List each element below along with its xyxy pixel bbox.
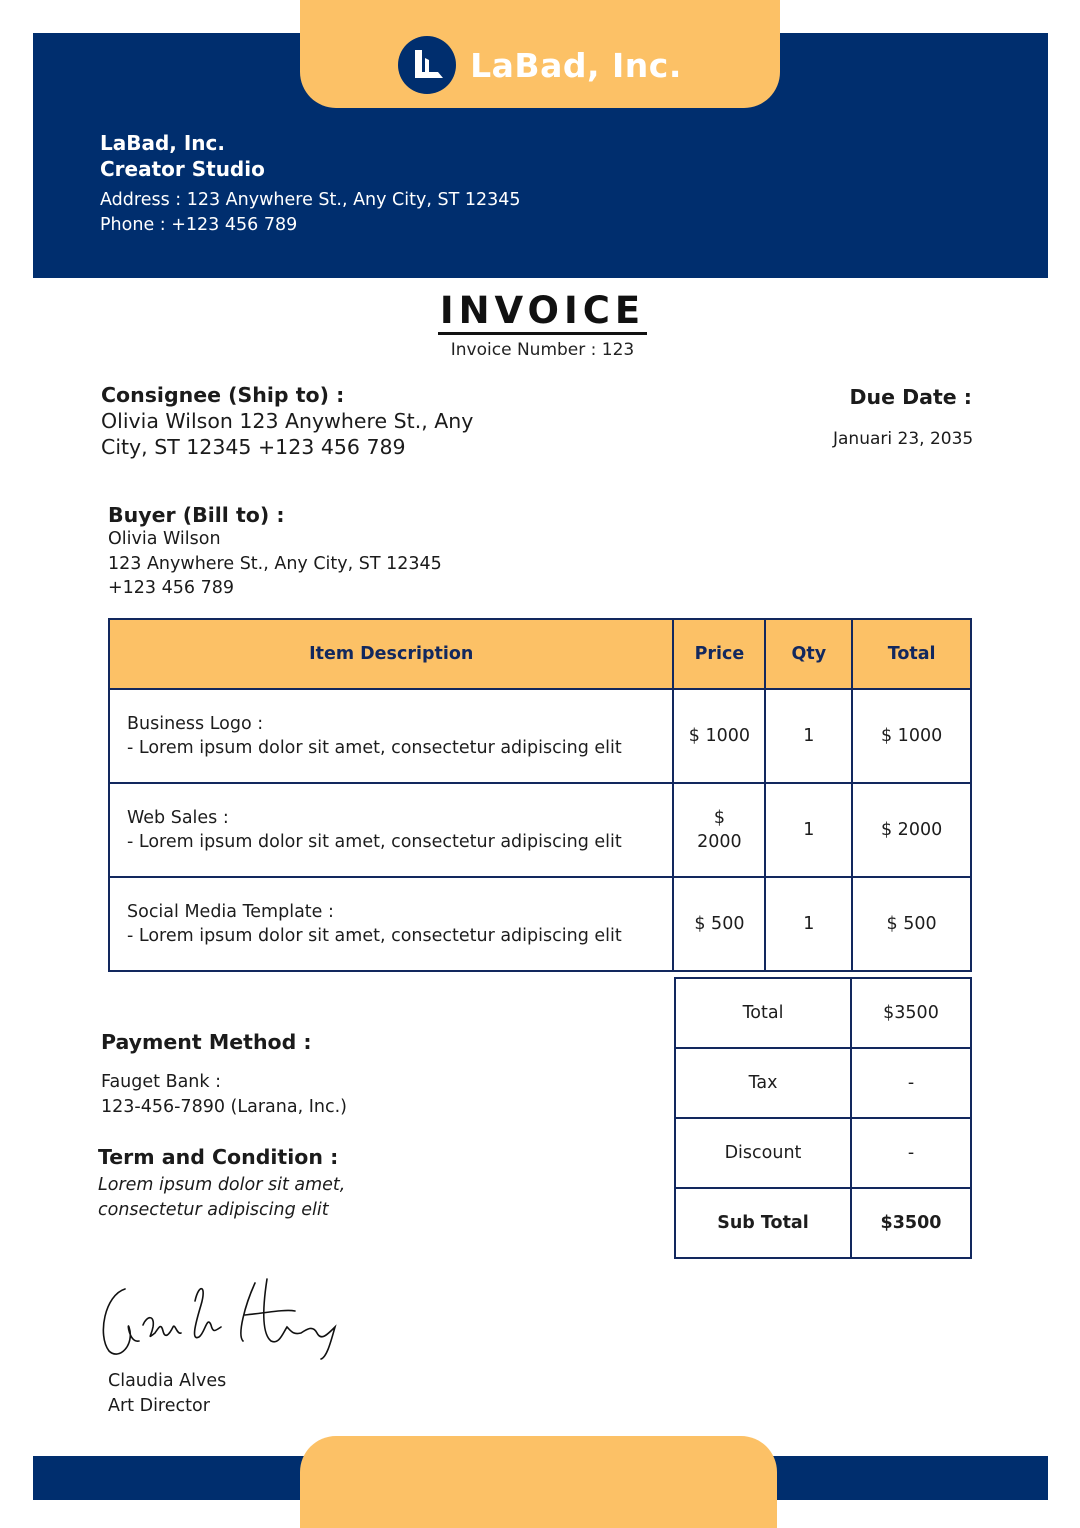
due-date-section	[800, 385, 1040, 449]
table-row	[109, 689, 971, 783]
item-desc: - Lorem ipsum dolor sit amet, consectetur adipiscing elit	[127, 738, 622, 758]
terms-line-2: consectetur adipiscing elit	[98, 1199, 329, 1220]
item-title: Web Sales :	[127, 807, 229, 828]
item-total: $ 2000	[852, 783, 971, 877]
discount-label: Discount	[675, 1118, 851, 1188]
tax-label: Tax	[675, 1048, 851, 1118]
item-desc: - Lorem ipsum dolor sit amet, consectetur adipiscing elit	[127, 926, 622, 946]
item-qty: 1	[765, 689, 852, 783]
item-total: $ 500	[852, 877, 971, 971]
terms-text	[98, 1173, 345, 1222]
total-label: Total	[675, 978, 851, 1048]
signer-block	[108, 1369, 226, 1418]
buyer-phone: +123 456 789	[108, 578, 234, 598]
header-price: Price	[673, 619, 765, 689]
table-header-row	[109, 619, 971, 689]
company-studio: Creator Studio	[100, 157, 265, 181]
item-qty: 1	[765, 877, 852, 971]
item-description	[109, 783, 673, 877]
items-table	[108, 618, 972, 972]
brand-name: LaBad, Inc.	[470, 45, 682, 85]
total-value: $3500	[851, 978, 971, 1048]
item-title: Business Logo :	[127, 713, 264, 734]
footer-tab	[300, 1436, 777, 1528]
invoice-number: Invoice Number : 123	[450, 340, 635, 360]
signer-name: Claudia Alves	[108, 1371, 227, 1391]
totals-table	[674, 977, 972, 1259]
subtotal-value: $3500	[851, 1188, 971, 1258]
table-row	[109, 877, 971, 971]
item-price: $ 1000	[673, 689, 765, 783]
item-desc: - Lorem ipsum dolor sit amet, consectetur adipiscing elit	[127, 832, 622, 852]
terms-line-1: Lorem ipsum dolor sit amet,	[98, 1175, 346, 1195]
company-info	[100, 130, 521, 238]
table-row	[109, 783, 971, 877]
company-phone: Phone : +123 456 789	[100, 215, 298, 235]
invoice-title: INVOICE	[438, 290, 647, 335]
item-price: $ 2000	[673, 783, 765, 877]
header-item-description: Item Description	[109, 619, 673, 689]
brand-logo	[300, 35, 780, 95]
consignee-text: Olivia Wilson 123 Anywhere St., Any City, ST 12345 +123 456 789	[101, 409, 474, 459]
payment-bank: Fauget Bank :	[101, 1072, 221, 1092]
company-address: Address : 123 Anywhere St., Any City, ST 12345	[100, 190, 521, 210]
buyer-label: Buyer (Bill to) :	[108, 503, 285, 527]
item-price: $ 500	[673, 877, 765, 971]
totals-row-subtotal	[675, 1188, 971, 1258]
payment-label: Payment Method :	[101, 1030, 312, 1054]
item-total: $ 1000	[852, 689, 971, 783]
signature	[95, 1275, 355, 1369]
totals-row-discount	[675, 1118, 971, 1188]
buyer-section	[108, 503, 442, 601]
buyer-address: 123 Anywhere St., Any City, ST 12345	[108, 553, 442, 574]
header-qty: Qty	[765, 619, 852, 689]
item-description	[109, 877, 673, 971]
totals-row-total	[675, 978, 971, 1048]
company-name: LaBad, Inc.	[100, 131, 225, 155]
buyer-name: Olivia Wilson	[108, 529, 221, 549]
payment-details	[101, 1070, 347, 1119]
consignee-label: Consignee (Ship to) :	[101, 383, 345, 407]
invoice-title-block	[0, 290, 1080, 360]
subtotal-label: Sub Total	[675, 1188, 851, 1258]
item-qty: 1	[765, 783, 852, 877]
payment-section	[101, 1030, 347, 1119]
payment-account: 123-456-7890 (Larana, Inc.)	[101, 1096, 347, 1117]
due-date-value: Januari 23, 2035	[833, 429, 974, 449]
consignee-section	[101, 383, 521, 460]
item-description	[109, 689, 673, 783]
item-title: Social Media Template :	[127, 901, 334, 922]
terms-section	[98, 1145, 345, 1222]
totals-row-tax	[675, 1048, 971, 1118]
labad-logo-icon	[398, 36, 456, 94]
header-total: Total	[852, 619, 971, 689]
tax-value: -	[851, 1048, 971, 1118]
due-date-label: Due Date :	[849, 385, 972, 409]
discount-value: -	[851, 1118, 971, 1188]
signer-title: Art Director	[108, 1395, 210, 1416]
terms-label: Term and Condition :	[98, 1145, 339, 1169]
